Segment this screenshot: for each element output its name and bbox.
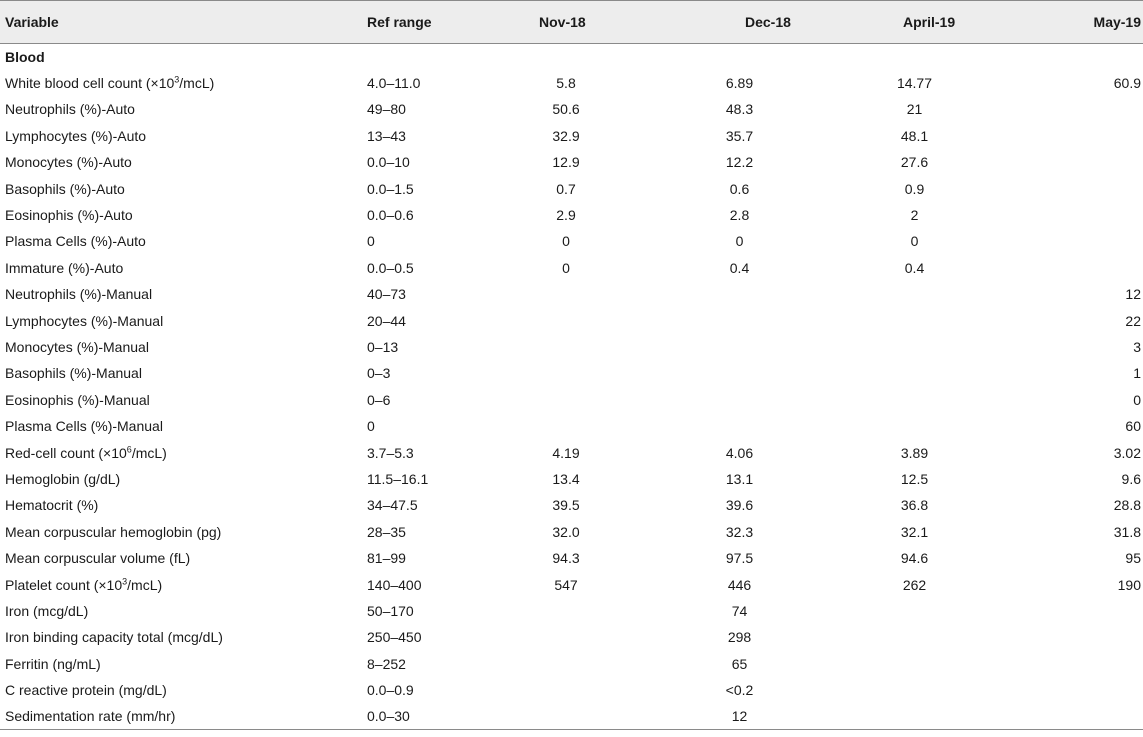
cell-variable: Red-cell count $(\times 10^6/mcL)$	[5, 443, 167, 461]
cell-april-19: 14.77	[896, 75, 933, 92]
cell-ref-range: 34–47.5	[367, 497, 418, 514]
cell-ref-range: 0	[367, 233, 375, 250]
table-body	[0, 44, 1143, 730]
cell-variable: Eosinophis (%)-Auto	[5, 207, 133, 224]
cell-variable: Iron (mcg/dL)	[5, 602, 89, 619]
cell-dec-18: 6.89	[725, 75, 754, 92]
cell-variable: Hematocrit (%)	[5, 497, 99, 514]
cell-nov-18: 4.19	[552, 444, 580, 461]
cell-dec-18	[652, 413, 827, 439]
cell-april-19: 36.8	[900, 497, 929, 514]
cell-april-19: 32.1	[900, 523, 929, 540]
cell-nov-18: 0	[562, 233, 570, 250]
cell-dec-18: 2.8	[729, 207, 750, 224]
cell-nov-18: 50.6	[552, 101, 580, 118]
table-row	[0, 413, 1143, 439]
cell-variable: Immature (%)-Auto	[5, 259, 124, 276]
cell-april-19	[827, 598, 1002, 624]
cell-may-19	[1002, 175, 1143, 201]
table-row	[0, 228, 1143, 254]
cell-variable: Lymphocytes (%)-Manual	[5, 312, 164, 329]
cell-ref-range: 81–99	[367, 550, 406, 567]
cell-nov-18	[480, 677, 652, 703]
table-row	[0, 334, 1143, 360]
table-row	[0, 650, 1143, 676]
header-variable: Variable	[0, 1, 330, 44]
cell-variable: Monocytes (%)-Auto	[5, 154, 132, 171]
cell-april-19	[827, 307, 1002, 333]
cell-ref-range: 40–73	[367, 286, 406, 303]
cell-ref-range: 8–252	[367, 655, 406, 672]
cell-april-19	[827, 677, 1002, 703]
table-row	[0, 519, 1143, 545]
cell-april-19	[827, 703, 1002, 729]
cell-variable: Ferritin (ng/mL)	[5, 655, 101, 672]
table-row	[0, 677, 1143, 703]
table-row	[0, 70, 1143, 96]
cell-may-19: 190	[1117, 576, 1141, 593]
cell-ref-range: 0.0–0.5	[367, 259, 414, 276]
cell-dec-18: 298	[727, 629, 752, 646]
cell-dec-18: 48.3	[725, 101, 754, 118]
header-april-19: April-19	[827, 1, 1002, 44]
cell-april-19: 21	[906, 101, 923, 118]
cell-may-19	[1002, 149, 1143, 175]
header-row	[0, 1, 1143, 44]
table-row	[0, 492, 1143, 518]
cell-april-19: 12.5	[900, 470, 929, 487]
cell-dec-18: 97.5	[725, 550, 754, 567]
cell-april-19	[827, 650, 1002, 676]
cell-nov-18: 2.9	[556, 207, 576, 224]
section-title-blood: Blood	[5, 48, 45, 65]
cell-ref-range: 13–43	[367, 127, 406, 144]
cell-april-19	[827, 281, 1002, 307]
cell-nov-18	[480, 624, 652, 650]
cell-april-19	[827, 360, 1002, 386]
cell-may-19	[1002, 598, 1143, 624]
cell-nov-18	[480, 413, 652, 439]
cell-april-19: 262	[902, 576, 927, 593]
cell-ref-range: 250–450	[367, 629, 422, 646]
cell-variable: Sedimentation rate (mm/hr)	[0, 703, 330, 729]
cell-dec-18	[652, 387, 827, 413]
cell-dec-18: 4.06	[725, 444, 754, 461]
cell-nov-18: 0.7	[556, 180, 576, 197]
cell-variable: Plasma Cells (%)-Auto	[5, 233, 146, 250]
cell-ref-range: 0–6	[367, 391, 391, 408]
cell-variable: Mean corpuscular volume (fL)	[5, 550, 191, 567]
header-nov-18: Nov-18	[480, 1, 652, 44]
table-row	[0, 202, 1143, 228]
cell-dec-18	[652, 334, 827, 360]
cell-april-19: 0	[910, 233, 919, 250]
cell-dec-18: 12	[652, 703, 827, 729]
cell-nov-18	[480, 387, 652, 413]
cell-dec-18: 74	[731, 602, 748, 619]
cell-nov-18	[480, 703, 652, 729]
table-row	[0, 307, 1143, 333]
cell-dec-18: 35.7	[725, 127, 754, 144]
cell-dec-18: 12.2	[725, 154, 754, 171]
cell-may-19	[1002, 624, 1143, 650]
cell-ref-range: 3.7–5.3	[367, 444, 414, 461]
cell-may-19: 0	[1133, 391, 1141, 408]
cell-dec-18: <0.2	[725, 682, 754, 699]
section-row	[0, 44, 1143, 70]
cell-april-19: 94.6	[900, 550, 929, 567]
cell-variable: Neutrophils (%)-Auto	[5, 101, 135, 118]
cell-april-19: 0.4	[904, 259, 925, 276]
cell-nov-18	[480, 307, 652, 333]
cell-ref-range: 0.0–0.6	[367, 207, 414, 224]
cell-april-19: 2	[910, 207, 919, 224]
cell-may-19: 22	[1125, 312, 1141, 329]
cell-nov-18	[480, 650, 652, 676]
cell-variable: Iron binding capacity total (mcg/dL)	[5, 629, 223, 646]
cell-nov-18	[480, 598, 652, 624]
cell-ref-range: 4.0–11.0	[367, 75, 421, 92]
cell-ref-range: 0–13	[367, 338, 399, 355]
cell-may-19: 3.02	[1113, 444, 1141, 461]
cell-april-19: 0.9	[904, 180, 925, 197]
table-row	[0, 175, 1143, 201]
cell-dec-18: 446	[727, 576, 752, 593]
cell-nov-18: 547	[554, 576, 578, 593]
table-row	[0, 466, 1143, 492]
table-row	[0, 96, 1143, 122]
cell-may-19: 12	[1125, 286, 1141, 303]
table-row	[0, 149, 1143, 175]
cell-dec-18: 0.4	[729, 259, 750, 276]
cell-variable: C reactive protein (mg/dL)	[5, 682, 167, 699]
cell-ref-range: 0.0–0.9	[367, 682, 414, 699]
cell-may-19: 95	[1125, 550, 1141, 567]
cell-ref-range: 0.0–30	[330, 703, 480, 729]
cell-dec-18: 0.6	[729, 180, 750, 197]
cell-ref-range: 140–400	[367, 576, 422, 593]
cell-ref-range: 49–80	[367, 101, 406, 118]
cell-may-19: 31.8	[1113, 523, 1141, 540]
header-ref-range: Ref range	[330, 1, 480, 44]
cell-ref-range: 0	[367, 418, 375, 435]
cell-may-19	[1002, 650, 1143, 676]
cell-dec-18	[652, 360, 827, 386]
table-row	[0, 281, 1143, 307]
cell-may-19: 60	[1125, 418, 1141, 435]
cell-dec-18: 32.3	[725, 523, 754, 540]
cell-variable: Neutrophils (%)-Manual	[5, 286, 153, 303]
cell-variable: Plasma Cells (%)-Manual	[5, 418, 163, 435]
cell-variable: Eosinophis (%)-Manual	[5, 391, 150, 408]
cell-variable: Basophils (%)-Manual	[5, 365, 142, 382]
cell-nov-18: 12.9	[552, 154, 580, 171]
cell-variable: Mean corpuscular hemoglobin (pg)	[5, 523, 222, 540]
cell-ref-range: 11.5–16.1	[367, 470, 429, 487]
cell-april-19	[827, 387, 1002, 413]
cell-may-19	[1002, 202, 1143, 228]
table-row	[0, 255, 1143, 281]
cell-nov-18: 32.0	[552, 523, 580, 540]
cell-april-19	[827, 624, 1002, 650]
cell-may-19: 1	[1133, 365, 1141, 382]
cell-nov-18	[480, 360, 652, 386]
cell-ref-range: 28–35	[367, 523, 406, 540]
cell-nov-18: 39.5	[552, 497, 580, 514]
cell-may-19	[1002, 255, 1143, 281]
cell-may-19	[1002, 96, 1143, 122]
cell-nov-18: 0	[562, 259, 570, 276]
cell-april-19: 48.1	[900, 127, 929, 144]
table-row	[0, 123, 1143, 149]
table-row	[0, 703, 1143, 729]
table-row	[0, 624, 1143, 650]
table-row	[0, 545, 1143, 571]
cell-variable: White blood cell count $(\times 10^3/mcL)$	[5, 74, 215, 92]
cell-nov-18	[480, 334, 652, 360]
cell-april-19	[827, 413, 1002, 439]
cell-april-19: 27.6	[900, 154, 929, 171]
table-row	[0, 598, 1143, 624]
cell-dec-18	[652, 281, 827, 307]
cell-may-19	[1002, 123, 1143, 149]
cell-dec-18: 39.6	[725, 497, 754, 514]
cell-may-19	[1002, 677, 1143, 703]
cell-may-19	[1002, 228, 1143, 254]
cell-april-19: 3.89	[900, 444, 929, 461]
cell-may-19	[1002, 703, 1143, 729]
table-row	[0, 439, 1143, 465]
cell-nov-18: 13.4	[552, 470, 580, 487]
cell-variable: Lymphocytes (%)-Auto	[5, 127, 147, 144]
cell-nov-18: 5.8	[556, 75, 576, 92]
cell-dec-18	[652, 307, 827, 333]
cell-nov-18: 94.3	[552, 550, 580, 567]
cell-may-19: 9.6	[1121, 470, 1141, 487]
cell-april-19	[827, 334, 1002, 360]
cell-ref-range: 0.0–10	[367, 154, 410, 171]
table-row	[0, 360, 1143, 386]
cell-variable: Platelet count $(\times 10^3/mcL)$	[5, 575, 163, 593]
cell-may-19: 60.9	[1113, 75, 1141, 92]
cell-dec-18: 0	[735, 233, 744, 250]
header-may-19: May-19	[1002, 1, 1143, 44]
header-dec-18: Dec-18	[652, 1, 827, 44]
cell-variable: Monocytes (%)-Manual	[5, 338, 149, 355]
cell-variable: Basophils (%)-Auto	[5, 180, 125, 197]
table-row	[0, 571, 1143, 597]
cell-ref-range: 50–170	[367, 602, 414, 619]
cell-may-19: 3	[1133, 338, 1141, 355]
cell-ref-range: 0–3	[367, 365, 391, 382]
cell-ref-range: 0.0–1.5	[367, 180, 414, 197]
table-row	[0, 387, 1143, 413]
cell-may-19: 28.8	[1113, 497, 1141, 514]
cell-variable: Hemoglobin (g/dL)	[5, 470, 121, 487]
cell-ref-range: 20–44	[367, 312, 406, 329]
cell-dec-18: 65	[731, 655, 748, 672]
cell-nov-18	[480, 281, 652, 307]
cell-dec-18: 13.1	[725, 470, 754, 487]
cell-nov-18: 32.9	[552, 127, 580, 144]
